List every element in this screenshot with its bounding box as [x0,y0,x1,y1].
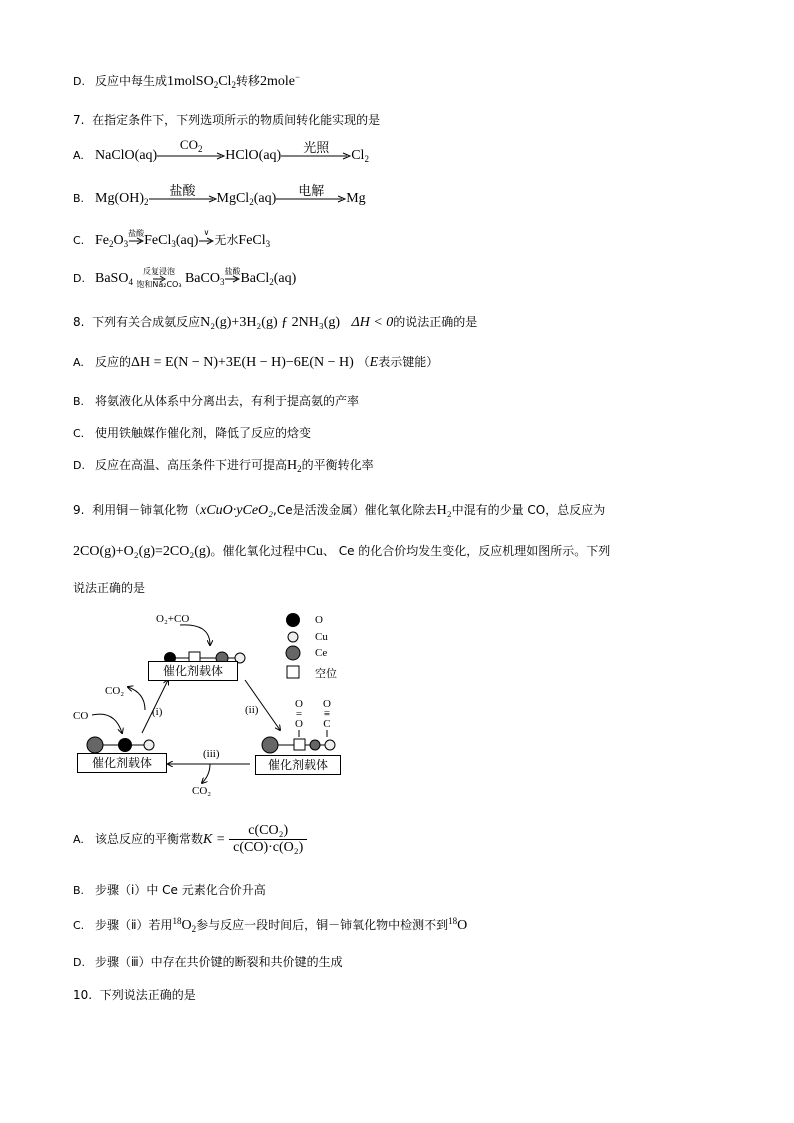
reaction-arrow [133,266,185,289]
f: Fe [95,233,109,248]
sub: 2 [197,143,203,154]
equation: 2CO(g)+O₂(g)=2CO₂(g) [73,544,211,559]
text: 表示键能） [378,355,439,369]
denominator: c(CO)·c(O₂) [233,840,304,855]
q9-option-d [73,953,343,970]
species: HClO(aq) [225,148,282,163]
text: 步骤（ⅲ）中存在共价键的断裂和共价键的生成 [95,955,343,969]
text: 反应在高温、高压条件下进行可提高 [95,458,288,472]
sub: 3 [171,239,176,249]
sub: 4 [128,277,133,287]
reaction-arrow [157,136,225,160]
numerator: c(CO₂) [229,823,307,840]
q9-option-b [73,881,266,898]
reaction-arrow [198,227,214,245]
option-letter: D. [73,459,85,472]
reactant-label: O₂+CO [156,613,190,625]
amount [260,74,300,89]
question-number: 10. [73,988,93,1002]
reactant-label: CO [73,710,89,722]
species [238,233,270,248]
option-letter: D. [73,272,85,285]
f2: Cl [218,74,232,89]
legend-vacancy: 空位 [315,667,337,680]
f: (aq) [273,271,297,286]
arrow-label: 电解 [298,183,325,199]
text: 该总反应的平衡常数 [95,832,204,846]
step-label: (ii) [245,704,259,716]
sub: 2 [297,464,302,474]
q8-option-c [73,424,311,441]
sub: 3 [219,277,225,287]
step-label: (iii) [203,748,220,760]
legend-cu: Cu [315,631,328,643]
text: 使用铁触媒作催化剂，降低了反应的焓变 [95,426,312,440]
option-letter: D. [73,75,85,88]
f: BaSO [95,271,129,286]
species [185,271,225,286]
text: 步骤（ⅰ）中 Ce 元素化合价升高 [95,883,266,897]
f: Cl [351,148,365,163]
reaction-arrow [224,266,241,283]
legend-ce: Ce [315,647,328,659]
product-label: CO₂ [192,785,212,797]
symbol: K = [203,832,226,847]
f: (aq) [175,233,199,248]
species [95,233,128,248]
atom: C [323,718,331,730]
option-letter: C. [73,234,85,247]
equation: ΔH = E(N − N)+3E(H − H)−6E(N − H) [131,355,354,370]
text: 步骤（ⅱ）若用 [95,918,173,932]
isotope [448,918,467,933]
option-letter: C. [73,919,85,932]
enthalpy: ΔH < 0 [351,315,394,330]
arrow-label-bottom: 饱和Na₂CO₃ [136,279,182,289]
species [351,148,369,163]
species [95,191,149,206]
arrow-label: 盐酸 [128,228,145,238]
text: （ [357,355,370,369]
option-letter: B. [73,192,85,205]
sub: 3 [265,239,271,249]
text: 反应的 [95,355,132,369]
adsorbed-co [323,699,331,729]
text: 无水 [214,233,239,247]
q6-option-d [73,72,300,90]
q7-option-d [73,266,297,289]
adsorbed-o2 [295,699,303,729]
fraction [229,823,307,856]
text: 、 Ce 的化合价均发生变化，反应机理如图所示。下列 [322,544,611,558]
reaction-arrow [128,228,145,245]
f1: 1molSO [167,74,214,89]
sub: 2 [144,197,149,207]
species: NaClO(aq) [95,148,158,163]
q7-option-a [73,136,369,164]
q10-stem [73,986,196,1003]
question-text: 在指定条件下，下列选项所示的物质间转化能实现的是 [92,113,381,127]
text: 反应中每生成 [95,74,168,88]
sub: 2 [269,277,274,287]
f: BaCl [240,271,270,286]
text: 利用铜－铈氧化物（ [92,503,201,517]
arrow-label: 盐酸 [169,183,196,199]
q8-stem [73,313,477,331]
reaction-arrow [149,183,217,203]
atom: O [295,718,303,730]
step-label: (i) [152,706,163,718]
q7-stem [73,111,380,128]
f: O [181,918,192,933]
atom: O [323,698,331,710]
question-text: 下列说法正确的是 [99,988,196,1002]
atom: O [295,698,303,710]
q9-stem-line2 [73,542,610,560]
f: MgCl [216,191,250,206]
arrow-label: CO [179,136,198,152]
f: (aq) [253,191,277,206]
question-number: 7. [73,113,85,127]
mass-number: 18 [448,916,458,926]
text: 参与反应一段时间后，铜－铈氧化物中检测不到 [196,918,449,932]
text: 中混有的少量 CO，总反应为 [451,503,606,517]
sup: − [294,72,301,82]
q7-option-c [73,227,271,249]
question-text: 的说法正确的是 [393,315,478,329]
catalyst-support-top: 催化剂载体 [148,661,238,681]
sub: 2 [249,197,254,207]
isotope [173,918,197,933]
sub: 2 [231,80,236,90]
formula: H₂ [436,503,452,518]
question-number: 9. [73,503,85,517]
product-label: CO₂ [105,685,125,697]
option-letter: A. [73,356,84,369]
question-text: 下列有关合成氨反应 [92,315,201,329]
q8-option-b [73,392,359,409]
option-letter: B. [73,395,85,408]
symbol: E [369,355,379,370]
q9-option-c [73,916,467,934]
sub: 3 [123,239,129,249]
f: FeCl [144,233,172,248]
species [217,191,277,206]
legend-o: O [315,614,323,626]
sub: 2 [109,239,114,249]
arrow-label: 盐酸 [224,266,241,276]
species [144,233,198,248]
symbol: Cu [306,544,323,559]
option-letter: A. [73,149,84,162]
q8-option-d [73,456,374,474]
option-letter: D. [73,956,85,969]
reaction-arrow [281,140,351,160]
arrow-label: ∨ [203,227,210,237]
bond: = [295,708,303,720]
amt: 2mole [259,74,295,89]
formula [287,458,302,473]
f: H [287,458,298,473]
sub: 2 [364,154,369,164]
text: 转移 [235,74,260,88]
species: Mg [346,191,366,206]
f: FeCl [238,233,266,248]
option-letter: A. [73,833,84,846]
text: ,Ce是活泼金属）催化氧化除去 [273,503,437,517]
bond: ≡ [323,708,331,720]
option-letter: C. [73,427,85,440]
formula [167,74,236,89]
text: 将氨液化从体系中分离出去，有利于提高氨的产率 [95,394,360,408]
formula: xCuO·yCeO₂ [200,503,274,518]
species [240,271,296,286]
text: 说法正确的是 [73,581,146,595]
q9-option-a [73,823,307,856]
f: O [457,918,468,933]
arrow-label-top: 反复浸泡 [142,266,175,276]
sub: 2 [213,80,219,90]
equation: N₂(g)+3H₂(g) ƒ 2NH₃(g) [200,315,341,330]
diagram-legend [283,612,363,682]
question-number: 8. [73,315,85,329]
q9-stem-line1 [73,501,605,519]
reaction-arrow [276,183,346,203]
f: O [113,233,124,248]
arrow-label: 光照 [303,140,330,156]
q8-option-a [73,353,438,371]
catalyst-support-right: 催化剂载体 [255,755,341,775]
species [95,271,133,286]
f: Mg(OH) [95,191,144,206]
sub: 2 [191,924,197,934]
q7-option-b [73,183,366,207]
mass-number: 18 [172,916,182,926]
q9-stem-line3 [73,579,145,596]
legend-symbols [283,612,303,682]
f: BaCO [184,271,220,286]
option-letter: B. [73,884,85,897]
catalyst-support-left: 催化剂载体 [77,753,167,773]
text: 。催化氧化过程中 [210,544,307,558]
text: 的平衡转化率 [301,458,374,472]
